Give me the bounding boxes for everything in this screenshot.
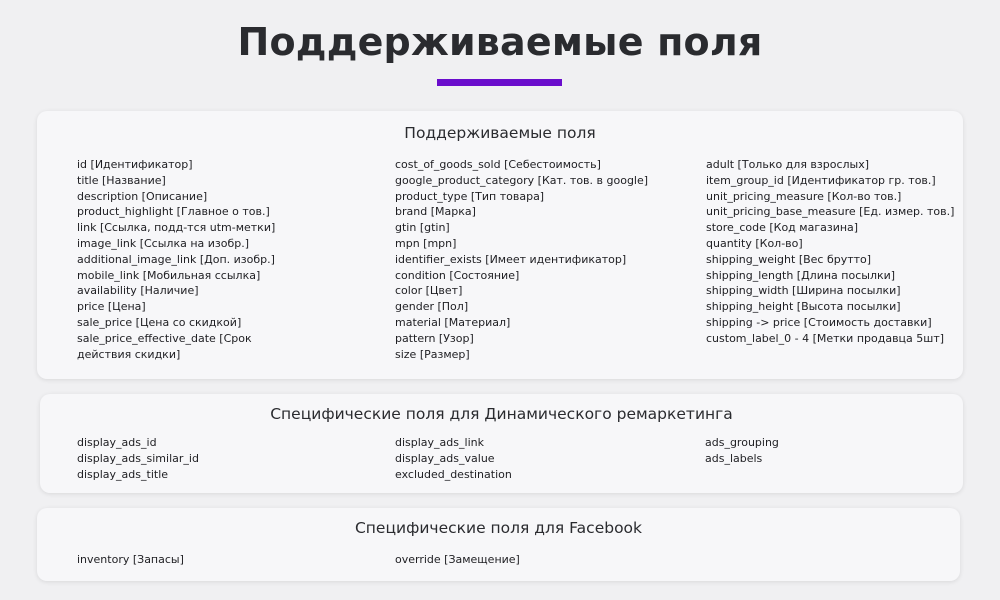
field-item: sale_price [Цена со скидкой] — [77, 315, 242, 329]
field-item: shipping -> price [Стоимость доставки] — [706, 315, 932, 329]
field-item: sale_price_effective_date [Срок действия скидки] — [77, 331, 252, 361]
field-item: size [Размер] — [395, 347, 470, 361]
field-item: gender [Пол] — [395, 300, 469, 314]
field-item: material [Материал] — [395, 315, 511, 329]
field-item: display_ads_title — [77, 467, 169, 481]
field-item: additional_image_link [Доп. изобр.] — [77, 252, 275, 266]
supported-fields-card — [37, 111, 963, 379]
field-item: display_ads_id — [77, 436, 157, 449]
field-item: gtin [gtin] — [395, 221, 450, 235]
page-title: Поддерживаемые поля — [237, 20, 763, 64]
supported-fields-title: Поддерживаемые поля — [404, 124, 596, 142]
field-item: shipping_length [Длина посылки] — [706, 268, 896, 282]
supported-fields-column-1 — [77, 157, 287, 362]
field-item: display_ads_link — [395, 436, 484, 449]
facebook-fields-column-1 — [77, 552, 327, 568]
facebook-fields-title: Специфические поля для Facebook — [354, 519, 643, 537]
field-item: unit_pricing_measure [Кол-во тов.] — [706, 189, 902, 203]
field-item: override [Замещение] — [395, 553, 520, 566]
field-item: brand [Марка] — [395, 205, 476, 219]
field-item: excluded_destination — [395, 467, 512, 481]
field-item: quantity [Кол-во] — [706, 236, 803, 250]
remarketing-fields-column-1 — [77, 435, 327, 482]
field-item: inventory [Запасы] — [77, 553, 184, 566]
field-item: shipping_width [Ширина посылки] — [706, 284, 901, 298]
field-item: availability [Наличие] — [77, 284, 199, 298]
field-item: description [Описание] — [77, 189, 208, 203]
facebook-fields-column-2 — [395, 552, 645, 568]
remarketing-fields-title: Специфические поля для Динамического ремаркетинга — [270, 405, 733, 423]
field-item: link [Ссылка, подд-тся utm-метки] — [77, 221, 276, 235]
field-item: identifier_exists [Имеет идентификатор] — [395, 252, 627, 266]
field-item: display_ads_value — [395, 451, 495, 465]
field-item: google_product_category [Кат. тов. в google] — [395, 173, 649, 187]
field-item: custom_label_0 - 4 [Метки продавца 5шт] — [706, 331, 945, 345]
field-item: shipping_weight [Вес брутто] — [706, 252, 872, 266]
field-item: price [Цена] — [77, 300, 146, 314]
remarketing-fields-card — [40, 394, 963, 493]
field-item: product_highlight [Главное о тов.] — [77, 205, 270, 219]
field-item: mobile_link [Мобильная ссылка] — [77, 268, 261, 282]
field-item: image_link [Ссылка на изобр.] — [77, 236, 250, 250]
supported-fields-column-2 — [395, 157, 685, 362]
field-item: ads_grouping — [705, 436, 779, 449]
supported-fields-column-3 — [706, 157, 956, 347]
field-item: unit_pricing_base_measure [Ед. измер. тов.] — [706, 205, 955, 219]
field-item: ads_labels — [705, 451, 763, 465]
field-item: cost_of_goods_sold [Себестоимость] — [395, 158, 601, 171]
title-underline — [437, 79, 562, 86]
field-item: color [Цвет] — [395, 284, 463, 298]
field-item: condition [Состояние] — [395, 268, 520, 282]
field-item: pattern [Узор] — [395, 331, 474, 345]
remarketing-fields-column-2 — [395, 435, 645, 482]
field-item: mpn [mpn] — [395, 236, 457, 250]
field-item: store_code [Код магазина] — [706, 221, 859, 235]
field-item: item_group_id [Идентификатор гр. тов.] — [706, 173, 936, 187]
remarketing-fields-column-3 — [705, 435, 925, 467]
field-item: shipping_height [Высота посылки] — [706, 300, 901, 314]
field-item: title [Название] — [77, 173, 166, 187]
field-item: product_type [Тип товара] — [395, 189, 545, 203]
field-item: id [Идентификатор] — [77, 158, 193, 171]
facebook-fields-card — [37, 508, 960, 581]
field-item: display_ads_similar_id — [77, 451, 199, 465]
field-item: adult [Только для взрослых] — [706, 158, 870, 171]
